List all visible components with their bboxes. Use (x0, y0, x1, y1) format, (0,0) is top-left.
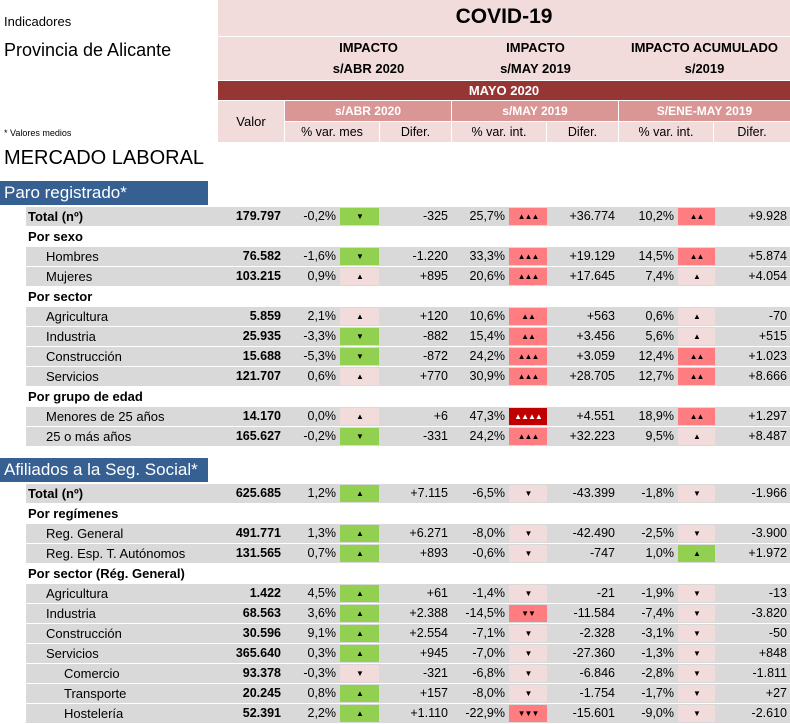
var-int-ene-cell: 14,5% (619, 247, 677, 266)
indicadores-label: Indicadores (4, 14, 72, 29)
indicator-may: ▼ (509, 585, 547, 602)
var-mes-cell: -5,3% (285, 347, 339, 366)
var-mes-cell: 1,3% (285, 524, 339, 543)
table-row (0, 367, 790, 387)
indicator-abr: ▲ (340, 308, 379, 325)
difer-may-cell: +3.456 (547, 327, 618, 346)
indicator-abr: ▼ (340, 248, 379, 265)
var-int-may-cell: -7,1% (452, 624, 508, 643)
var-int-ene-cell: 9,5% (619, 427, 677, 446)
row-label: Total (nº) (28, 486, 84, 501)
var-int-may-cell: -8,0% (452, 524, 508, 543)
row-label: Construcción (46, 626, 122, 641)
indicator-ene: ▲▲ (678, 408, 715, 425)
difer-ene-cell: +848 (715, 644, 790, 663)
var-mes-cell: -0,2% (285, 207, 339, 226)
difer-abr-cell: +6 (380, 407, 451, 426)
row-label: Reg. General (46, 526, 124, 541)
group-row (0, 564, 790, 584)
indicator-may: ▲▲▲ (509, 208, 547, 225)
difer-ene-cell: +9.928 (715, 207, 790, 226)
var-mes-cell: 0,6% (285, 367, 339, 386)
indicator-abr: ▲ (340, 585, 379, 602)
var-int-ene-cell: -2,8% (619, 664, 677, 683)
difer-abr-cell: -872 (380, 347, 451, 366)
table-row (0, 347, 790, 367)
var-int-may-cell: 25,7% (452, 207, 508, 226)
col-var-int-1: % var. int. (452, 122, 546, 142)
difer-may-cell: -42.490 (547, 524, 618, 543)
indicator-ene: ▲ (678, 308, 715, 325)
row-label: Mujeres (46, 269, 93, 284)
difer-may-cell: -6.846 (547, 664, 618, 683)
indicator-ene: ▼ (678, 625, 715, 642)
row-label: 25 o más años (46, 429, 132, 444)
var-int-may-cell: -14,5% (452, 604, 508, 623)
col-difer-2: Difer. (547, 122, 618, 142)
group-label: Por sector (Rég. General) (28, 566, 185, 581)
impacto-abr-line2: s/ABR 2020 (332, 61, 405, 76)
valor-header: Valor (218, 101, 284, 142)
impacto-may-line2: s/MAY 2019 (500, 61, 571, 76)
difer-may-cell: -11.584 (547, 604, 618, 623)
table-row (0, 664, 790, 684)
difer-abr-cell: +945 (380, 644, 451, 663)
difer-abr-cell: +895 (380, 267, 451, 286)
difer-ene-cell: +27 (715, 684, 790, 703)
section-title: Paro registrado* (0, 181, 208, 205)
table-row (0, 267, 790, 287)
difer-may-cell: -27.360 (547, 644, 618, 663)
col-difer-3: Difer. (714, 122, 790, 142)
indicator-abr: ▲ (340, 625, 379, 642)
indicator-may: ▼ (509, 545, 547, 562)
difer-ene-cell: +4.054 (715, 267, 790, 286)
group-row (0, 504, 790, 524)
grp-abr-header: s/ABR 2020 (285, 101, 451, 121)
var-int-ene-cell: -1,7% (619, 684, 677, 703)
indicator-may: ▼ (509, 625, 547, 642)
difer-may-cell: +17.645 (547, 267, 618, 286)
impacto-acum-line1: IMPACTO ACUMULADO (630, 40, 779, 55)
var-int-ene-cell: 0,6% (619, 307, 677, 326)
group-row (0, 287, 790, 307)
row-label: Industria (46, 606, 96, 621)
difer-may-cell: -43.399 (547, 484, 618, 503)
valor-cell: 131.565 (218, 544, 284, 563)
row-label: Servicios (46, 646, 99, 661)
var-mes-cell: -0,2% (285, 427, 339, 446)
table-row (0, 624, 790, 644)
indicator-may: ▲▲▲ (509, 428, 547, 445)
row-label: Construcción (46, 349, 122, 364)
var-int-may-cell: -0,6% (452, 544, 508, 563)
difer-may-cell: +563 (547, 307, 618, 326)
difer-may-cell: -1.754 (547, 684, 618, 703)
var-mes-cell: 0,0% (285, 407, 339, 426)
row-label: Total (nº) (28, 209, 84, 224)
indicator-may: ▼ (509, 685, 547, 702)
indicator-may: ▲▲▲ (509, 248, 547, 265)
var-int-may-cell: -8,0% (452, 684, 508, 703)
indicator-abr: ▼ (340, 328, 379, 345)
table-row (0, 644, 790, 664)
indicator-ene: ▼ (678, 645, 715, 662)
indicator-abr: ▼ (340, 428, 379, 445)
difer-abr-cell: +1.110 (380, 704, 451, 723)
col-var-mes: % var. mes (285, 122, 379, 142)
var-mes-cell: 2,2% (285, 704, 339, 723)
var-mes-cell: 2,1% (285, 307, 339, 326)
var-mes-cell: 0,9% (285, 267, 339, 286)
valor-cell: 491.771 (218, 524, 284, 543)
valor-cell: 179.797 (218, 207, 284, 226)
difer-abr-cell: +2.388 (380, 604, 451, 623)
indicator-abr: ▲ (340, 485, 379, 502)
difer-abr-cell: +7.115 (380, 484, 451, 503)
grp-may-header: s/MAY 2019 (452, 101, 618, 121)
difer-may-cell: -15.601 (547, 704, 618, 723)
var-int-may-cell: -1,4% (452, 584, 508, 603)
var-int-ene-cell: -1,9% (619, 584, 677, 603)
row-label: Transporte (64, 686, 127, 701)
difer-abr-cell: +770 (380, 367, 451, 386)
indicator-may: ▲▲▲ (509, 368, 547, 385)
row-label: Agricultura (46, 586, 109, 601)
indicator-abr: ▲ (340, 545, 379, 562)
difer-ene-cell: -50 (715, 624, 790, 643)
difer-abr-cell: +6.271 (380, 524, 451, 543)
indicator-ene: ▼ (678, 485, 715, 502)
difer-ene-cell: +5.874 (715, 247, 790, 266)
impacto-acum-line2: s/2019 (684, 61, 725, 76)
difer-ene-cell: +1.023 (715, 347, 790, 366)
covid-title: COVID-19 (455, 5, 553, 28)
indicator-abr: ▲ (340, 408, 379, 425)
indicator-ene: ▼ (678, 605, 715, 622)
var-int-may-cell: 47,3% (452, 407, 508, 426)
indicator-abr: ▲ (340, 268, 379, 285)
difer-may-cell: +3.059 (547, 347, 618, 366)
table-row (0, 484, 790, 504)
valor-cell: 121.707 (218, 367, 284, 386)
indicator-ene: ▲▲ (678, 368, 715, 385)
difer-abr-cell: -1.220 (380, 247, 451, 266)
var-int-may-cell: 24,2% (452, 347, 508, 366)
row-label: Reg. Esp. T. Autónomos (46, 546, 186, 561)
var-int-ene-cell: 1,0% (619, 544, 677, 563)
var-int-may-cell: -6,5% (452, 484, 508, 503)
indicator-ene: ▲▲ (678, 348, 715, 365)
indicator-may: ▲▲▲▲ (509, 408, 547, 425)
indicator-may: ▲▲ (509, 328, 547, 345)
var-int-ene-cell: 5,6% (619, 327, 677, 346)
valor-cell: 1.422 (218, 584, 284, 603)
difer-abr-cell: +2.554 (380, 624, 451, 643)
indicator-abr: ▼ (340, 208, 379, 225)
group-label: Por regímenes (28, 506, 119, 521)
indicator-abr: ▼ (340, 665, 379, 682)
difer-ene-cell: -1.966 (715, 484, 790, 503)
difer-may-cell: +32.223 (547, 427, 618, 446)
indicator-abr: ▲ (340, 705, 379, 722)
var-mes-cell: -0,3% (285, 664, 339, 683)
table-row (0, 207, 790, 227)
indicator-may: ▼ (509, 485, 547, 502)
difer-ene-cell: -3.900 (715, 524, 790, 543)
var-mes-cell: 9,1% (285, 624, 339, 643)
difer-ene-cell: -13 (715, 584, 790, 603)
indicator-ene: ▼ (678, 525, 715, 542)
var-mes-cell: 0,7% (285, 544, 339, 563)
indicator-ene: ▼ (678, 665, 715, 682)
difer-abr-cell: -882 (380, 327, 451, 346)
var-int-ene-cell: 12,4% (619, 347, 677, 366)
var-int-ene-cell: -1,3% (619, 644, 677, 663)
indicator-may: ▼ (509, 665, 547, 682)
indicator-abr: ▲ (340, 645, 379, 662)
var-int-ene-cell: 18,9% (619, 407, 677, 426)
valor-cell: 68.563 (218, 604, 284, 623)
difer-ene-cell: +1.972 (715, 544, 790, 563)
header-divider (218, 36, 790, 37)
var-int-ene-cell: -9,0% (619, 704, 677, 723)
var-int-may-cell: 33,3% (452, 247, 508, 266)
impacto-may-line1: IMPACTO (506, 40, 565, 55)
valor-cell: 103.215 (218, 267, 284, 286)
difer-may-cell: -747 (547, 544, 618, 563)
difer-may-cell: +28.705 (547, 367, 618, 386)
indicator-may: ▲▲ (509, 308, 547, 325)
difer-may-cell: +4.551 (547, 407, 618, 426)
group-label: Por grupo de edad (28, 389, 143, 404)
row-label: Hombres (46, 249, 99, 264)
group-label: Por sector (28, 289, 93, 304)
table-row (0, 247, 790, 267)
table-row (0, 604, 790, 624)
difer-ene-cell: +8.487 (715, 427, 790, 446)
var-int-may-cell: -6,8% (452, 664, 508, 683)
var-mes-cell: -1,6% (285, 247, 339, 266)
difer-ene-cell: -1.811 (715, 664, 790, 683)
valor-cell: 14.170 (218, 407, 284, 426)
valor-cell: 52.391 (218, 704, 284, 723)
valor-cell: 15.688 (218, 347, 284, 366)
difer-may-cell: -2.328 (547, 624, 618, 643)
indicator-abr: ▲ (340, 525, 379, 542)
valor-cell: 20.245 (218, 684, 284, 703)
var-int-may-cell: 15,4% (452, 327, 508, 346)
var-mes-cell: 0,3% (285, 644, 339, 663)
var-int-may-cell: 20,6% (452, 267, 508, 286)
table-row (0, 684, 790, 704)
row-label: Comercio (64, 666, 120, 681)
var-int-ene-cell: -3,1% (619, 624, 677, 643)
valor-cell: 365.640 (218, 644, 284, 663)
var-int-ene-cell: -2,5% (619, 524, 677, 543)
indicator-ene: ▼ (678, 705, 715, 722)
var-int-ene-cell: 10,2% (619, 207, 677, 226)
table-row (0, 427, 790, 447)
difer-abr-cell: -325 (380, 207, 451, 226)
table-row (0, 327, 790, 347)
difer-abr-cell: -331 (380, 427, 451, 446)
difer-ene-cell: -70 (715, 307, 790, 326)
indicator-ene: ▲ (678, 268, 715, 285)
indicator-ene: ▲▲ (678, 208, 715, 225)
indicator-may: ▼ (509, 525, 547, 542)
table-row (0, 307, 790, 327)
var-int-may-cell: 24,2% (452, 427, 508, 446)
mercado-laboral-title: MERCADO LABORAL (4, 147, 205, 169)
var-mes-cell: 0,8% (285, 684, 339, 703)
var-mes-cell: 1,2% (285, 484, 339, 503)
difer-may-cell: -21 (547, 584, 618, 603)
row-label: Servicios (46, 369, 99, 384)
group-row (0, 227, 790, 247)
var-int-may-cell: -22,9% (452, 704, 508, 723)
valor-cell: 5.859 (218, 307, 284, 326)
indicator-ene: ▲ (678, 328, 715, 345)
row-label: Hostelería (64, 706, 124, 721)
var-int-may-cell: 30,9% (452, 367, 508, 386)
indicator-may: ▼▼▼ (509, 705, 547, 722)
indicator-ene: ▼ (678, 585, 715, 602)
col-difer-1: Difer. (380, 122, 451, 142)
provincia-title: Provincia de Alicante (4, 40, 172, 60)
var-mes-cell: 3,6% (285, 604, 339, 623)
impacto-abr-line1: IMPACTO (339, 40, 398, 55)
difer-abr-cell: +157 (380, 684, 451, 703)
difer-abr-cell: +893 (380, 544, 451, 563)
indicator-ene: ▼ (678, 685, 715, 702)
table-row (0, 544, 790, 564)
var-int-ene-cell: -7,4% (619, 604, 677, 623)
difer-abr-cell: +120 (380, 307, 451, 326)
indicator-may: ▼ (509, 645, 547, 662)
section-title: Afiliados a la Seg. Social* (0, 458, 208, 482)
indicator-may: ▲▲▲ (509, 348, 547, 365)
valor-cell: 25.935 (218, 327, 284, 346)
table-row (0, 407, 790, 427)
difer-ene-cell: +8.666 (715, 367, 790, 386)
var-int-ene-cell: -1,8% (619, 484, 677, 503)
var-int-may-cell: 10,6% (452, 307, 508, 326)
difer-may-cell: +36.774 (547, 207, 618, 226)
difer-abr-cell: +61 (380, 584, 451, 603)
indicator-ene: ▲ (678, 428, 715, 445)
valores-note: * Valores medios (4, 128, 72, 138)
var-mes-cell: -3,3% (285, 327, 339, 346)
valor-cell: 93.378 (218, 664, 284, 683)
indicator-abr: ▲ (340, 685, 379, 702)
valor-cell: 30.596 (218, 624, 284, 643)
indicator-abr: ▲ (340, 368, 379, 385)
indicator-abr: ▲ (340, 605, 379, 622)
table-row (0, 524, 790, 544)
valor-cell: 625.685 (218, 484, 284, 503)
indicator-may: ▼▼ (509, 605, 547, 622)
difer-may-cell: +19.129 (547, 247, 618, 266)
grp-ene-header: S/ENE-MAY 2019 (619, 101, 790, 121)
difer-ene-cell: +515 (715, 327, 790, 346)
indicator-abr: ▼ (340, 348, 379, 365)
group-label: Por sexo (28, 229, 83, 244)
row-label: Industria (46, 329, 96, 344)
row-label: Agricultura (46, 309, 109, 324)
col-var-int-2: % var. int. (619, 122, 713, 142)
indicator-ene: ▲ (678, 545, 715, 562)
table-row (0, 704, 790, 724)
difer-ene-cell: -3.820 (715, 604, 790, 623)
var-mes-cell: 4,5% (285, 584, 339, 603)
valor-cell: 76.582 (218, 247, 284, 266)
row-label: Menores de 25 años (46, 409, 165, 424)
mes-banner: MAYO 2020 (218, 81, 790, 100)
difer-ene-cell: +1.297 (715, 407, 790, 426)
var-int-ene-cell: 12,7% (619, 367, 677, 386)
var-int-ene-cell: 7,4% (619, 267, 677, 286)
group-row (0, 387, 790, 407)
valor-cell: 165.627 (218, 427, 284, 446)
difer-abr-cell: -321 (380, 664, 451, 683)
var-int-may-cell: -7,0% (452, 644, 508, 663)
indicator-ene: ▲▲ (678, 248, 715, 265)
indicator-may: ▲▲▲ (509, 268, 547, 285)
difer-ene-cell: -2.610 (715, 704, 790, 723)
table-row (0, 584, 790, 604)
